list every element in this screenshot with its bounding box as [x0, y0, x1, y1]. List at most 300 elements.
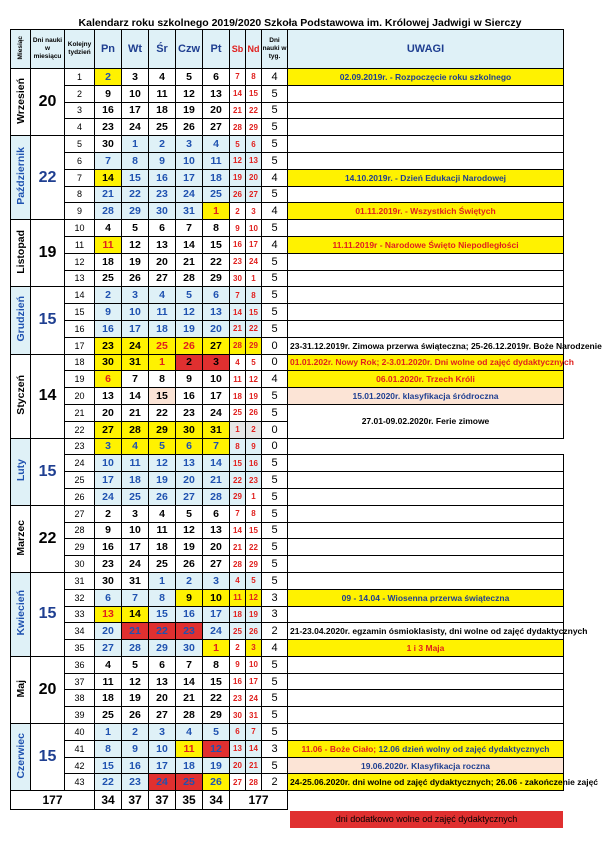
day-cell: 25 [95, 270, 122, 287]
day-cell: 26 [246, 623, 262, 640]
week-number: 35 [65, 640, 95, 657]
day-cell: 24 [176, 186, 203, 203]
note-cell: 11.11.2019r - Narodowe Święto Niepodległości [288, 236, 564, 253]
week-row [11, 472, 564, 489]
totals-row [11, 791, 564, 810]
note-cell [288, 85, 564, 102]
day-cell: 7 [176, 220, 203, 237]
day-cell: 12 [246, 371, 262, 388]
week-number: 30 [65, 556, 95, 573]
day-cell: 4 [176, 724, 203, 741]
week-row [11, 707, 564, 724]
day-cell: 5 [122, 220, 149, 237]
day-cell: 6 [176, 438, 203, 455]
week-number: 12 [65, 253, 95, 270]
day-cell: 17 [203, 606, 230, 623]
month-school-days: 22 [31, 505, 65, 572]
month-name-cell [11, 724, 31, 791]
day-cell: 19 [122, 253, 149, 270]
note-cell: 09 - 14.04 - Wiosenna przerwa świąteczna [288, 589, 564, 606]
day-cell: 20 [176, 472, 203, 489]
day-cell: 11 [149, 304, 176, 321]
week-number: 15 [65, 304, 95, 321]
week-school-days: 3 [262, 606, 288, 623]
day-cell: 30 [95, 572, 122, 589]
week-school-days: 5 [262, 757, 288, 774]
day-cell: 13 [230, 740, 246, 757]
day-cell: 16 [230, 236, 246, 253]
week-number: 32 [65, 589, 95, 606]
school-calendar-table [10, 29, 602, 810]
day-cell: 16 [246, 455, 262, 472]
week-school-days: 5 [262, 505, 288, 522]
total-notes-empty [288, 791, 564, 810]
day-cell: 10 [203, 589, 230, 606]
day-cell: 13 [203, 522, 230, 539]
day-cell: 11 [230, 371, 246, 388]
week-row [11, 724, 564, 741]
day-cell: 8 [203, 656, 230, 673]
week-row [11, 287, 564, 304]
day-cell: 10 [246, 220, 262, 237]
day-cell: 16 [95, 102, 122, 119]
day-cell: 20 [203, 102, 230, 119]
day-cell: 22 [203, 690, 230, 707]
month-name: Listopad [14, 229, 27, 274]
month-name-cell [11, 572, 31, 656]
day-cell: 21 [230, 102, 246, 119]
day-cell: 28 [230, 119, 246, 136]
day-cell: 30 [176, 421, 203, 438]
day-cell: 7 [122, 589, 149, 606]
week-school-days: 5 [262, 102, 288, 119]
note-cell [288, 136, 564, 153]
day-cell: 26 [246, 404, 262, 421]
week-number: 10 [65, 220, 95, 237]
day-cell: 9 [176, 589, 203, 606]
note-cell: 15.01.2020r. klasyfikacja śródroczna [288, 388, 564, 405]
day-cell: 6 [149, 656, 176, 673]
day-cell: 10 [203, 371, 230, 388]
day-cell: 2 [230, 640, 246, 657]
note-cell: 21-23.04.2020r. egzamin ósmioklasisty, dni wolne od zajęć dydaktycznych [288, 623, 564, 640]
day-cell: 24 [246, 253, 262, 270]
day-cell: 1 [230, 421, 246, 438]
day-cell: 23 [246, 472, 262, 489]
day-cell: 12 [230, 152, 246, 169]
week-number: 34 [65, 623, 95, 640]
note-cell [288, 488, 564, 505]
day-cell: 10 [176, 152, 203, 169]
day-cell: 12 [246, 589, 262, 606]
day-cell: 12 [122, 236, 149, 253]
day-cell: 19 [246, 388, 262, 405]
week-row [11, 522, 564, 539]
day-cell: 9 [230, 656, 246, 673]
day-cell: 4 [122, 438, 149, 455]
day-cell: 2 [95, 69, 122, 86]
week-school-days: 2 [262, 774, 288, 791]
day-cell: 20 [149, 690, 176, 707]
note-cell: 24-25.06.2020r. dni wolne od zajęć dydaktycznych; 26.06 - zakończenie zajęć [288, 774, 564, 791]
week-school-days: 5 [262, 320, 288, 337]
day-cell: 16 [122, 757, 149, 774]
day-cell: 15 [230, 455, 246, 472]
month-school-days: 19 [31, 220, 65, 287]
day-cell: 19 [176, 102, 203, 119]
header-month: Miesiąc [11, 30, 31, 69]
day-cell: 19 [176, 539, 203, 556]
day-cell: 31 [176, 203, 203, 220]
day-cell: 20 [203, 539, 230, 556]
day-cell: 20 [230, 757, 246, 774]
week-number: 39 [65, 707, 95, 724]
day-cell: 18 [149, 102, 176, 119]
day-cell: 7 [122, 371, 149, 388]
day-cell: 5 [203, 724, 230, 741]
day-cell: 17 [122, 539, 149, 556]
header-notes: UWAGI [288, 30, 564, 69]
week-number: 26 [65, 488, 95, 505]
note-cell: 1 i 3 Maja [288, 640, 564, 657]
note-cell [288, 656, 564, 673]
day-cell: 14 [203, 455, 230, 472]
day-cell: 25 [149, 556, 176, 573]
week-number: 9 [65, 203, 95, 220]
week-row [11, 270, 564, 287]
week-row [11, 640, 564, 657]
month-school-days: 15 [31, 287, 65, 354]
day-cell: 21 [230, 539, 246, 556]
day-cell: 10 [122, 522, 149, 539]
week-number: 21 [65, 404, 95, 421]
note-cell [288, 606, 564, 623]
month-school-days: 15 [31, 572, 65, 656]
day-cell: 3 [95, 438, 122, 455]
day-cell: 25 [149, 119, 176, 136]
week-school-days: 4 [262, 236, 288, 253]
week-school-days: 5 [262, 220, 288, 237]
note-cell [288, 102, 564, 119]
month-school-days: 14 [31, 354, 65, 438]
week-school-days: 5 [262, 404, 288, 421]
week-number: 20 [65, 388, 95, 405]
week-school-days: 5 [262, 724, 288, 741]
day-cell: 4 [95, 220, 122, 237]
day-cell: 9 [95, 85, 122, 102]
week-school-days: 4 [262, 169, 288, 186]
week-school-days: 5 [262, 656, 288, 673]
day-cell: 23 [230, 253, 246, 270]
header-day-tue: Wt [122, 30, 149, 69]
week-number: 31 [65, 572, 95, 589]
day-cell: 23 [176, 404, 203, 421]
day-cell: 3 [246, 640, 262, 657]
day-cell: 17 [122, 320, 149, 337]
day-cell: 6 [95, 371, 122, 388]
day-cell: 15 [122, 169, 149, 186]
day-cell: 18 [95, 253, 122, 270]
week-school-days: 5 [262, 85, 288, 102]
day-cell: 2 [149, 136, 176, 153]
week-school-days: 5 [262, 287, 288, 304]
day-cell: 9 [176, 371, 203, 388]
week-school-days: 0 [262, 354, 288, 371]
week-row [11, 203, 564, 220]
day-cell: 26 [203, 774, 230, 791]
day-cell: 20 [203, 320, 230, 337]
day-cell: 6 [203, 505, 230, 522]
note-cell [288, 724, 564, 741]
week-row [11, 774, 564, 791]
day-cell: 1 [149, 354, 176, 371]
month-name: Grudzień [14, 296, 27, 342]
total-day-column: 35 [176, 791, 203, 810]
day-cell: 8 [230, 438, 246, 455]
day-cell: 25 [230, 404, 246, 421]
month-name: Październik [14, 147, 27, 206]
day-cell: 20 [95, 623, 122, 640]
day-cell: 22 [149, 404, 176, 421]
day-cell: 7 [95, 152, 122, 169]
week-number: 22 [65, 421, 95, 438]
day-cell: 8 [149, 371, 176, 388]
day-cell: 10 [246, 656, 262, 673]
week-number: 42 [65, 757, 95, 774]
day-cell: 9 [246, 438, 262, 455]
day-cell: 28 [176, 270, 203, 287]
note-cell [288, 304, 564, 321]
total-day-column: 37 [149, 791, 176, 810]
week-row [11, 354, 564, 371]
header-day-mon: Pn [95, 30, 122, 69]
week-number: 14 [65, 287, 95, 304]
total-school-days: 177 [11, 791, 95, 810]
day-cell: 17 [203, 388, 230, 405]
day-cell: 5 [176, 69, 203, 86]
note-cell [288, 673, 564, 690]
day-cell: 22 [246, 102, 262, 119]
day-cell: 3 [122, 287, 149, 304]
day-cell: 2 [230, 203, 246, 220]
day-cell: 2 [95, 287, 122, 304]
week-school-days: 5 [262, 707, 288, 724]
day-cell: 29 [203, 707, 230, 724]
day-cell: 23 [95, 556, 122, 573]
day-cell: 9 [122, 740, 149, 757]
day-cell: 28 [95, 203, 122, 220]
day-cell: 13 [203, 85, 230, 102]
note-cell: 23-31.12.2019r. Zimowa przerwa świąteczna; 25-26.12.2019r. Boże Narodzenie [288, 337, 564, 354]
day-cell: 19 [176, 320, 203, 337]
day-cell: 11 [95, 673, 122, 690]
day-cell: 10 [149, 740, 176, 757]
day-cell: 23 [122, 774, 149, 791]
week-school-days: 5 [262, 455, 288, 472]
week-school-days: 5 [262, 690, 288, 707]
week-number: 37 [65, 673, 95, 690]
week-school-days: 5 [262, 539, 288, 556]
header-day-sat: Sb [230, 30, 246, 69]
day-cell: 23 [230, 690, 246, 707]
week-row [11, 589, 564, 606]
week-school-days: 5 [262, 119, 288, 136]
day-cell: 24 [122, 337, 149, 354]
day-cell: 24 [203, 404, 230, 421]
day-cell: 22 [230, 472, 246, 489]
day-cell: 11 [95, 236, 122, 253]
week-number: 25 [65, 472, 95, 489]
day-cell: 31 [246, 707, 262, 724]
day-cell: 13 [203, 304, 230, 321]
note-cell [288, 220, 564, 237]
day-cell: 23 [95, 119, 122, 136]
day-cell: 10 [122, 304, 149, 321]
week-number: 33 [65, 606, 95, 623]
week-number: 28 [65, 522, 95, 539]
day-cell: 13 [149, 673, 176, 690]
day-cell: 6 [246, 136, 262, 153]
week-row [11, 220, 564, 237]
note-cell [288, 253, 564, 270]
day-cell: 4 [149, 287, 176, 304]
month-name-cell [11, 505, 31, 572]
week-school-days: 5 [262, 673, 288, 690]
week-row [11, 186, 564, 203]
day-cell: 25 [176, 774, 203, 791]
week-number: 40 [65, 724, 95, 741]
day-cell: 27 [246, 186, 262, 203]
note-cell [288, 690, 564, 707]
day-cell: 8 [149, 589, 176, 606]
month-school-days: 15 [31, 724, 65, 791]
note-cell [288, 270, 564, 287]
month-name-cell [11, 287, 31, 354]
day-cell: 7 [246, 724, 262, 741]
day-cell: 3 [176, 136, 203, 153]
week-school-days: 4 [262, 371, 288, 388]
month-school-days: 20 [31, 69, 65, 136]
day-cell: 21 [122, 623, 149, 640]
week-school-days: 0 [262, 337, 288, 354]
note-cell [288, 472, 564, 489]
week-row [11, 85, 564, 102]
day-cell: 11 [176, 740, 203, 757]
day-cell: 19 [122, 690, 149, 707]
week-row [11, 572, 564, 589]
day-cell: 8 [95, 740, 122, 757]
day-cell: 31 [122, 572, 149, 589]
day-cell: 29 [149, 421, 176, 438]
note-cell [288, 572, 564, 589]
day-cell: 29 [246, 337, 262, 354]
day-cell: 26 [230, 186, 246, 203]
day-cell: 9 [230, 220, 246, 237]
week-row [11, 673, 564, 690]
week-number: 27 [65, 505, 95, 522]
day-cell: 13 [246, 152, 262, 169]
month-school-days: 20 [31, 656, 65, 723]
note-part: 11.06 - Boże Ciało; [301, 743, 379, 754]
day-cell: 4 [149, 69, 176, 86]
day-cell: 8 [203, 220, 230, 237]
day-cell: 27 [149, 707, 176, 724]
week-number: 18 [65, 354, 95, 371]
month-name-cell [11, 69, 31, 136]
day-cell: 8 [246, 505, 262, 522]
week-row [11, 455, 564, 472]
week-row [11, 488, 564, 505]
day-cell: 13 [176, 455, 203, 472]
day-cell: 23 [149, 186, 176, 203]
day-cell: 7 [176, 656, 203, 673]
day-cell: 1 [246, 488, 262, 505]
day-cell: 1 [203, 203, 230, 220]
header-school-days-week: Dni nauki w tyg. [262, 30, 288, 69]
month-name: Kwiecień [14, 590, 27, 636]
day-cell: 14 [230, 522, 246, 539]
note-cell [288, 287, 564, 304]
day-cell: 17 [246, 673, 262, 690]
week-number: 6 [65, 152, 95, 169]
week-number: 17 [65, 337, 95, 354]
day-cell: 4 [149, 505, 176, 522]
week-row [11, 539, 564, 556]
day-cell: 4 [95, 656, 122, 673]
day-cell: 5 [246, 354, 262, 371]
day-cell: 30 [95, 354, 122, 371]
week-row [11, 253, 564, 270]
day-cell: 28 [122, 421, 149, 438]
day-cell: 24 [203, 623, 230, 640]
day-cell: 25 [203, 186, 230, 203]
week-number: 19 [65, 371, 95, 388]
week-number: 43 [65, 774, 95, 791]
week-number: 5 [65, 136, 95, 153]
note-part: 12.06 dzień wolny od zajęć dydaktycznych [378, 743, 550, 754]
week-number: 41 [65, 740, 95, 757]
week-row [11, 102, 564, 119]
day-cell: 5 [176, 505, 203, 522]
day-cell: 25 [95, 707, 122, 724]
day-cell: 31 [203, 421, 230, 438]
week-row [11, 304, 564, 321]
week-school-days: 5 [262, 572, 288, 589]
note-cell [288, 119, 564, 136]
month-name-cell [11, 656, 31, 723]
day-cell: 14 [230, 85, 246, 102]
day-cell: 5 [230, 136, 246, 153]
day-cell: 2 [176, 572, 203, 589]
week-school-days: 5 [262, 270, 288, 287]
note-cell [288, 505, 564, 522]
day-cell: 27 [230, 774, 246, 791]
day-cell: 21 [246, 757, 262, 774]
day-cell: 17 [176, 169, 203, 186]
week-row [11, 152, 564, 169]
week-number: 16 [65, 320, 95, 337]
day-cell: 11 [122, 455, 149, 472]
day-cell: 15 [95, 757, 122, 774]
day-cell: 17 [246, 236, 262, 253]
week-number: 23 [65, 438, 95, 455]
day-cell: 27 [95, 421, 122, 438]
week-row [11, 236, 564, 253]
day-cell: 20 [149, 253, 176, 270]
month-name: Luty [14, 459, 27, 482]
month-name-cell [11, 438, 31, 505]
day-cell: 15 [203, 673, 230, 690]
